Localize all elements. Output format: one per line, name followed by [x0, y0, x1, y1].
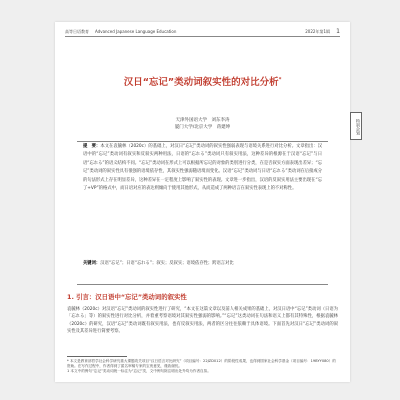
abstract-bottom-rule — [77, 284, 328, 285]
abstract-top-rule — [77, 141, 328, 142]
journal-name-cn: 高等日语教育 — [65, 29, 89, 34]
running-header — [65, 28, 340, 37]
footnote-rule — [67, 356, 127, 357]
body-paragraph: 袁毓林（2020c）对汉语“忘记”类动词的叙实性进行了研究，“本文在这篇文章以及前人相关成果的基础上，对汉日语中“忘记”类动词（日语为「忘れる」等）的叙实性进行对比分析，并着重考察语境对其叙实性强弱的影响。”“忘记”这类动词在句法和语义上都有其特殊性，根据袁毓林（2020c）的研究，汉语“忘记”类动词既有叙实用法，也有反叙实用法，两者的区分往往依赖于具体语境。下面首先对汉日“忘记”类动词的叙实性及其差异进行简要考察。 — [67, 307, 338, 335]
abstract-text: 本文在袁毓林（2020c）的基础上，对汉日“忘记”类动词的叙实性强弱表现与语境关系进行对比分析。文章指出：汉语中的“忘记”类动词有叙实和反叙实两种用法，日语的“忘れる”类动词只有叙实用法，这种差异的根源在于汉语“忘记”与日语“忘れる”的语义结构不同。“忘记”类动词在形式上可以根据所忘记的对象的类别进行分类，在是否叙实方面表现出差异；“忘记”类动词的叙实性具有很强的语境依存性，其叙实性强弱随语境而变化。汉语“忘记”类动词与日语“忘れる”类动词在后接成分的句法形式上存在明显差异，这种差异在一定程度上影响了叙实性的表现。文章进一步指出，汉语的反叙实用法主要出现在“忘了+VP”的格式中，而日语对应的表达则倾向于使用其他形式，从而造成了两种语言在叙实性表现上的不对称性。 — [83, 144, 323, 192]
footnote-b: 1 本文中的例句“忘记”类动词统一标注为“忘记”类，文中例句除注明出处外均为作者自拟。 — [67, 369, 211, 373]
issue-label: 2022年第1辑 — [305, 29, 330, 34]
footnotes — [67, 359, 338, 374]
section-heading — [67, 292, 187, 301]
abstract-label: 提 要： — [83, 144, 101, 149]
footnote-a: * 本文是教育部哲学社会科学研究重大课题攻关项目“汉日语言对比研究”（项目编号：22JZD012）的阶段性成果，也得到国家社会科学基金（项目编号：19BYY080）的资助。在写作过程中，作者得到了匿名审稿专家的宝贵意见，谨致谢忱。 — [67, 359, 336, 368]
author-line-2: 厦门大学/北京大学 蒋建坤 — [174, 125, 231, 130]
title-footnote-mark: * — [278, 76, 282, 83]
paper-title — [55, 74, 350, 88]
keywords-text: 汉语“忘记”；日语“忘れる”；叙实；反叙实；语境依存性；跨语言对比 — [100, 261, 234, 266]
keywords-label: 关键词： — [83, 261, 101, 266]
keywords-block — [83, 260, 322, 268]
journal-name-en: Advanced Japanese Language Education — [95, 29, 177, 34]
abstract-block — [83, 143, 322, 193]
paper-page — [55, 22, 361, 382]
page-number: 1 — [336, 28, 340, 35]
section-number: 1. — [67, 293, 74, 301]
paper-title-text: 汉日“忘记”类动词叙实性的对比分析 — [123, 77, 279, 88]
section-side-tab: 特别企划 — [350, 112, 362, 140]
author-line-1: 天津外国语大学 刘东李涛 — [175, 118, 230, 123]
section-title: 引言：汉日语中“忘记”类动词的叙实性 — [76, 293, 187, 301]
